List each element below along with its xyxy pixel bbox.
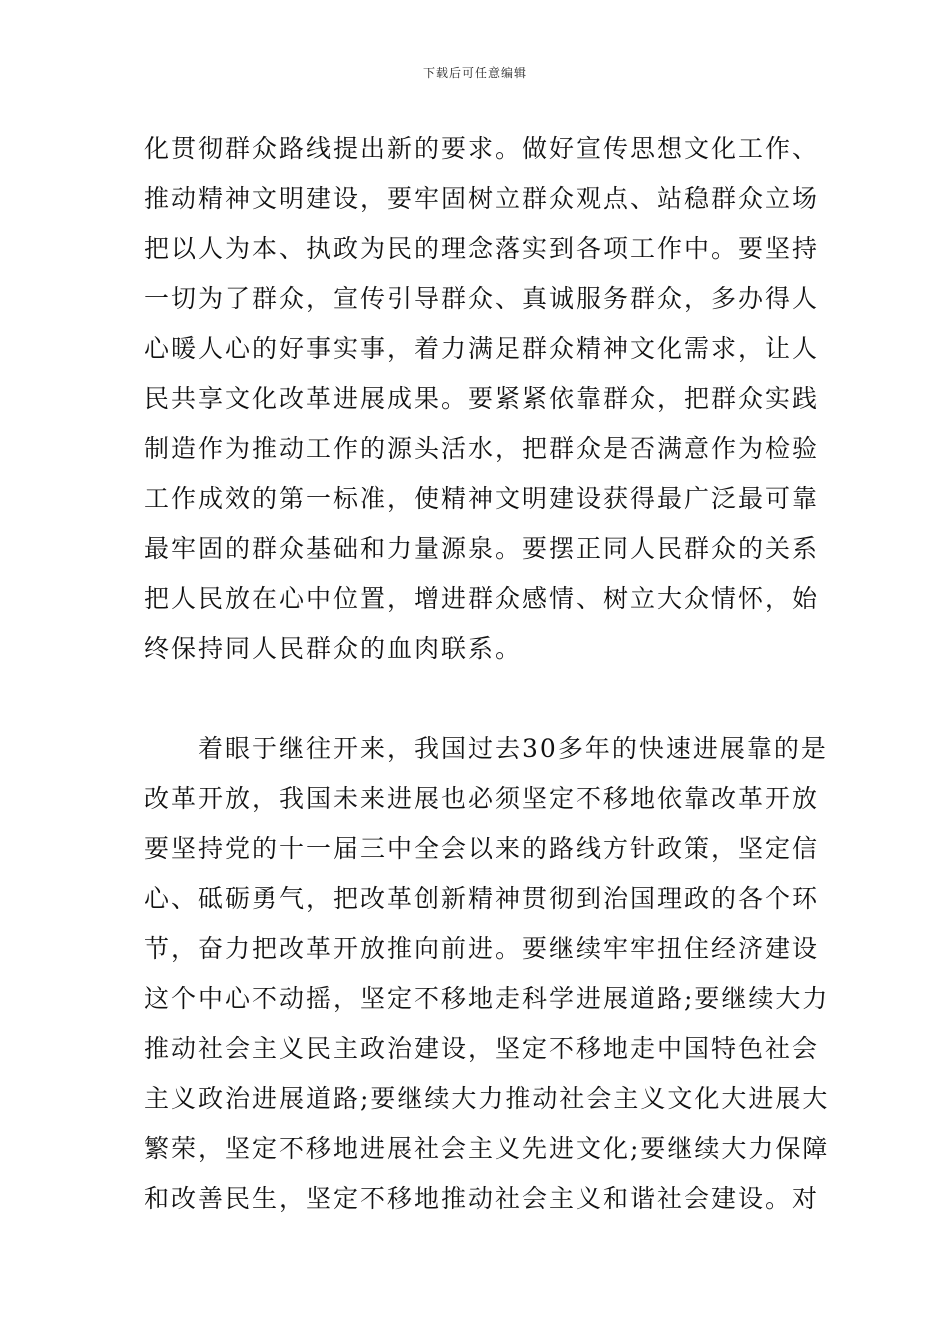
text-line: 推动社会主义民主政治建设，坚定不移地走中国特色社会: [144, 1034, 820, 1063]
page-header: 下载后可任意编辑: [422, 66, 527, 80]
text-line: 和改善民生，坚定不移地推动社会主义和谐社会建设。对: [144, 1184, 820, 1213]
text-line: 要坚持党的十一届三中全会以来的路线方针政策，坚定信: [144, 834, 820, 863]
text-line: 主义政治进展道路;要继续大力推动社会主义文化大进展大: [144, 1084, 830, 1113]
text-line: 把人民放在心中位置，增进群众感情、树立大众情怀，始: [144, 584, 820, 613]
text-line: 一切为了群众，宣传引导群众、真诚服务群众，多办得人: [144, 284, 820, 313]
text-line: 最牢固的群众基础和力量源泉。要摆正同人民群众的关系: [144, 534, 820, 563]
text-line: 改革开放，我国未来进展也必须坚定不移地依靠改革开放: [144, 784, 820, 813]
text-line: 工作成效的第一标准，使精神文明建设获得最广泛最可靠: [144, 484, 820, 513]
paragraph-1: [144, 124, 824, 674]
text-line: 繁荣，坚定不移地进展社会主义先进文化;要继续大力保障: [144, 1134, 830, 1163]
text-line: 制造作为推动工作的源头活水，把群众是否满意作为检验: [144, 434, 820, 463]
text-line: 心、砥砺勇气，把改革创新精神贯彻到治国理政的各个环: [144, 884, 820, 913]
text-line: 推动精神文明建设，要牢固树立群众观点、站稳群众立场: [144, 184, 820, 213]
text-line: 民共享文化改革进展成果。要紧紧依靠群众，把群众实践: [144, 384, 820, 413]
text-line: 这个中心不动摇，坚定不移地走科学进展道路;要继续大力: [144, 984, 830, 1013]
text-line: 心暖人心的好事实事，着力满足群众精神文化需求，让人: [144, 334, 820, 363]
text-line: 化贯彻群众路线提出新的要求。做好宣传思想文化工作、: [144, 134, 820, 163]
text-line: 着眼于继往开来，我国过去30多年的快速进展靠的是: [198, 734, 828, 763]
text-line: 节，奋力把改革开放推向前进。要继续牢牢扭住经济建设: [144, 934, 820, 963]
paragraph-2: [144, 724, 830, 1224]
paragraph-spacer: [144, 674, 824, 724]
document-body: [144, 124, 830, 1224]
text-line: 终保持同人民群众的血肉联系。: [144, 634, 523, 663]
text-line: 把以人为本、执政为民的理念落实到各项工作中。要坚持: [144, 234, 820, 263]
